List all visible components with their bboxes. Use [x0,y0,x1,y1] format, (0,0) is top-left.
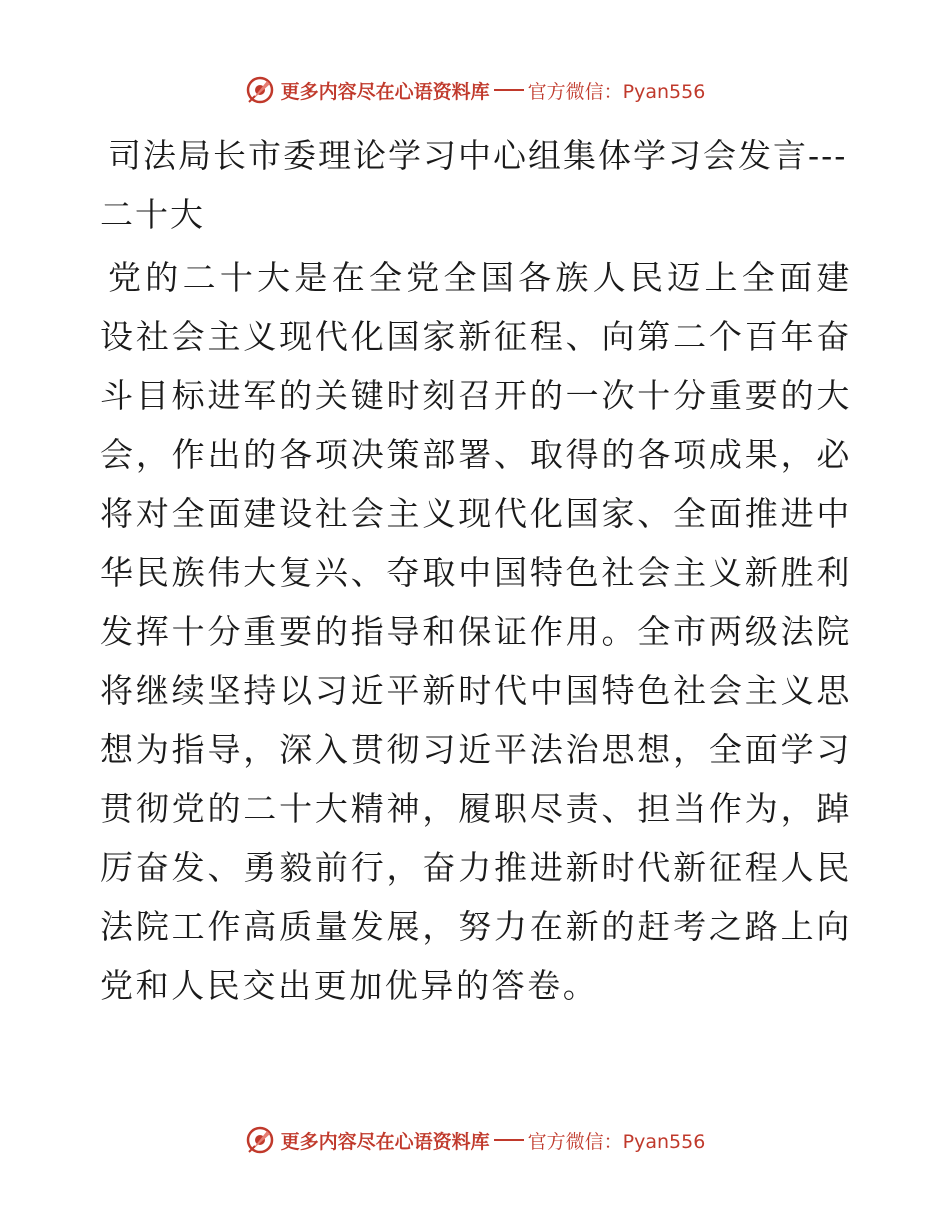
banner-site-text: 更多内容尽在心语资料库 [280,80,490,103]
banner-separator [494,89,524,91]
banner-site-text: 更多内容尽在心语资料库 [280,1130,490,1153]
document-paragraph: 党的二十大是在全党全国各族人民迈上全面建设社会主义现代化国家新征程、向第二个百年奋斗目标进军的关键时刻召开的一次十分重要的大会，作出的各项决策部署、取得的各项成果，必将对全面建设社会主义现代化国家、全面推进中华民族伟大复兴、夺取中国特色社会主义新胜利发挥十分重要的指导和保证作用。全市两级法院将继续坚持以习近平新时代中国特色社会主义思想为指导，深入贯彻习近平法治思想，全面学习贯彻党的二十大精神，履职尽责、担当作为，踔厉奋发、勇毅前行，奋力推进新时代新征程人民法院工作高质量发展，努力在新的赶考之路上向党和人民交出更加优异的答卷。 [100,258,852,1005]
header-banner [0,70,950,110]
quill-logo-icon [245,75,275,105]
banner-wechat-text: 官方微信：Pyan556 [527,1130,706,1153]
banner-wechat-text: 官方微信：Pyan556 [527,80,706,103]
quill-logo-icon [245,1125,275,1155]
document-title: 司法局长市委理论学习中心组集体学习会发言---二十大 [100,136,848,234]
banner-separator [494,1139,524,1141]
footer-banner [0,1120,950,1160]
